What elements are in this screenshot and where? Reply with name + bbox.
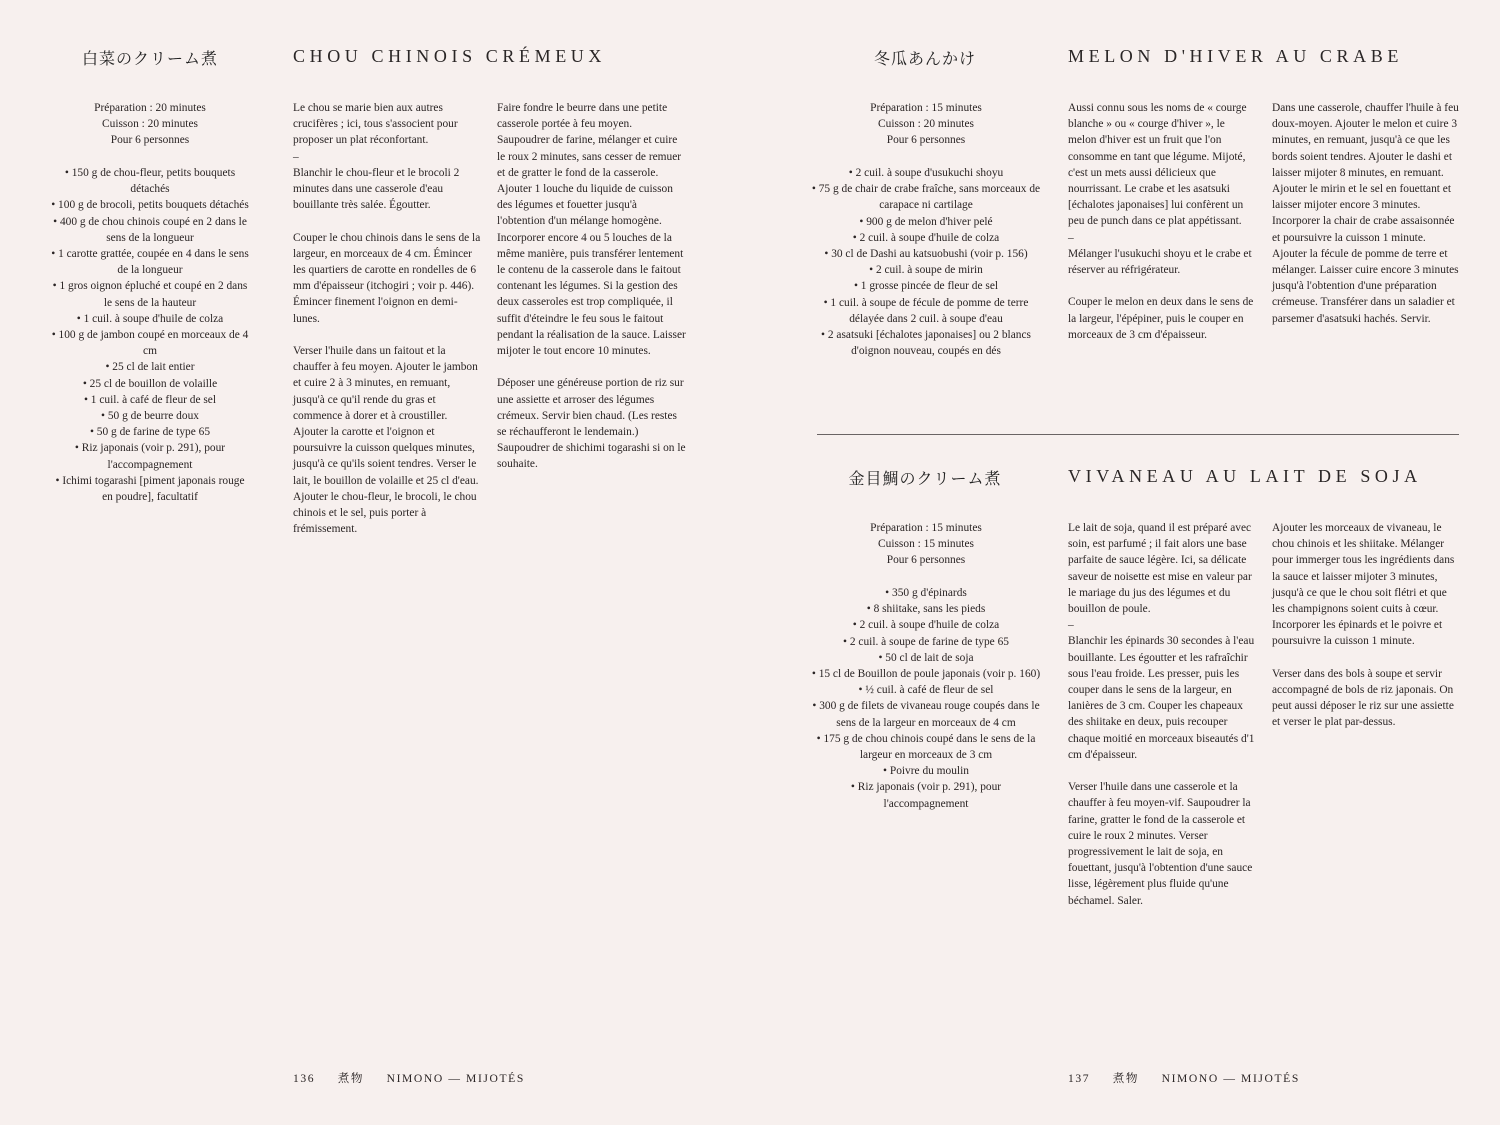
ingredient-item: • 150 g de chou-fleur, petits bouquets détachés	[50, 165, 250, 197]
ingredient-item: • 75 g de chair de crabe fraîche, sans morceaux de carapace ni cartilage	[810, 181, 1042, 213]
recipe-fr-title-chou: CHOU CHINOIS CRÉMEUX	[293, 46, 607, 66]
paragraph-gap	[293, 327, 483, 343]
method-paragraph: Déposer une généreuse portion de riz sur une assiette et arroser des légumes crémeux. Servir bien chaud. (Les restes se réchaufferont le lendemain.) Saupoudrer de shichimi togarashi si on le souhaite.	[497, 377, 686, 471]
ingredient-item: • 50 cl de lait de soja	[810, 650, 1042, 666]
recipe-meta: Préparation : 15 minutes Cuisson : 15 minutes Pour 6 personnes	[870, 522, 982, 567]
recipe-meta: Préparation : 20 minutes Cuisson : 20 minutes Pour 6 personnes	[94, 102, 206, 147]
ingredient-list	[810, 165, 1042, 359]
page-number: 136	[293, 1072, 316, 1085]
page-number: 137	[1068, 1072, 1091, 1085]
ingredient-item: • 1 cuil. à soupe d'huile de colza	[50, 311, 250, 327]
ingredient-list	[810, 585, 1042, 812]
ingredient-item: • 1 grosse pincée de fleur de sel	[810, 278, 1042, 294]
ingredient-item: • Poivre du moulin	[810, 763, 1042, 779]
method-column	[1068, 520, 1256, 909]
paragraph-gap	[293, 213, 483, 229]
ingredient-item: • 2 cuil. à soupe de mirin	[810, 262, 1042, 278]
ingredient-item: • 1 cuil. à soupe de fécule de pomme de terre délayée dans 2 cuil. à soupe d'eau	[810, 295, 1042, 327]
folio-section: NIMONO — MIJOTÉS	[386, 1072, 525, 1085]
method-paragraph: Faire fondre le beurre dans une petite casserole portée à feu moyen. Saupoudrer de farine, mélanger et cuire le roux 2 minutes, sans cesser de remuer et de gratter le fond de la casserole. Ajouter 1 louche du liquide de cuisson des légumes et fouetter jusqu'à l'obtention d'un mélange homogène. Incorporer encore 4 ou 5 louches de la même manière, puis transférer lentement le contenu de la casserole dans le faitout contenant les légumes. Si la gestion des deux casseroles est trop compliquée, il suffit d'éteindre le feu sous le faitout pendant la réalisation de la sauce. Laisser mijoter le tout encore 10 minutes.	[497, 102, 686, 358]
page-folio	[293, 1070, 543, 1086]
method-paragraph: Verser l'huile dans un faitout et la chauffer à feu moyen. Ajouter le jambon et cuire 2 à 3 minutes, en remuant, jusqu'à ce qu'il rende du gras et commence à dorer et à croustiller. Ajouter la carotte et l'oignon et poursuivre la cuisson quelques minutes, jusqu'à ce qu'ils soient tendres. Verser le lait, le bouillon de volaille et 25 cl d'eau. Ajouter le chou-fleur, le brocoli, le chou chinois et le sel, puis porter à frémissement.	[293, 345, 479, 536]
ingredient-item: • 30 cl de Dashi au katsuobushi (voir p. 156)	[810, 246, 1042, 262]
method-paragraph: Le lait de soja, quand il est préparé avec soin, est parfumé ; il fait alors une base parfaite de sauce légère. Ici, sa délicate saveur de noisette est mise en valeur par le mariage du jus des légumes et du bouillon de poule.	[1068, 522, 1252, 616]
method-paragraph: Blanchir les épinards 30 secondes à l'eau bouillante. Les égoutter et les rafraîchir sous l'eau froide. Les presser, puis les couper dans le sens de la largeur, en lanières de 3 cm. Couper les chapeaux des shiitake en deux, puis recouper chaque moitié en morceaux biseautés d'1 cm d'épaisseur.	[1068, 635, 1255, 761]
recipe-divider	[817, 434, 1459, 435]
method-paragraph: Verser l'huile dans une casserole et la chauffer à feu moyen-vif. Saupoudrer la farine, gratter le fond de la casserole et cuire le roux 2 minutes. Verser progressivement le lait de soja, en fouettant, jusqu'à l'obtention d'une sauce lisse, légèrement plus fluide qu'une béchamel. Saler.	[1068, 781, 1253, 907]
folio-kanji: 煮物	[1112, 1072, 1140, 1085]
folio-kanji: 煮物	[337, 1072, 365, 1085]
ingredient-item: • Riz japonais (voir p. 291), pour l'accompagnement	[810, 779, 1042, 811]
ingredient-item: • 350 g d'épinards	[810, 585, 1042, 601]
ingredient-item: • 100 g de jambon coupé en morceaux de 4 cm	[50, 327, 250, 359]
method-column	[293, 100, 483, 537]
ingredient-item: • 1 gros oignon épluché et coupé en 2 dans le sens de la hauteur	[50, 278, 250, 310]
ingredient-item: • 300 g de filets de vivaneau rouge coupés dans le sens de la largeur en morceaux de 4 cm	[810, 698, 1042, 730]
ingredient-list	[50, 165, 250, 505]
method-column	[497, 100, 687, 473]
method-paragraph: Blanchir le chou-fleur et le brocoli 2 minutes dans une casserole d'eau bouillante très salée. Égoutter.	[293, 166, 460, 212]
separator-dash: –	[293, 150, 299, 163]
method-paragraph: Le chou se marie bien aux autres crucifères ; ici, tous s'associent pour proposer un plat réconfortant.	[293, 102, 458, 147]
ingredient-item: • 25 cl de lait entier	[50, 359, 250, 375]
paragraph-gap	[1068, 278, 1256, 294]
recipe-fr-title-melon: MELON D'HIVER AU CRABE	[1068, 46, 1403, 66]
paragraph-gap	[1068, 763, 1256, 779]
ingredient-item: • 50 g de farine de type 65	[50, 424, 250, 440]
ingredient-item: • 25 cl de bouillon de volaille	[50, 376, 250, 392]
paragraph-gap	[497, 359, 687, 375]
method-paragraph: Verser dans des bols à soupe et servir accompagné de bols de riz japonais. On peut aussi déposer le riz sur une assiette et verser le plat par-dessus.	[1272, 667, 1454, 729]
ingredient-item: • 400 g de chou chinois coupé en 2 dans le sens de la longueur	[50, 214, 250, 246]
separator-dash: –	[1068, 231, 1074, 244]
method-paragraph: Ajouter les morceaux de vivaneau, le chou chinois et les shiitake. Mélanger pour immerger tous les ingrédients dans la sauce et laisser mijoter 3 minutes, jusqu'à ce que le chou soit flétri et que les champignons soient cuits à cœur. Incorporer les épinards et le poivre et poursuivre la cuisson 1 minute.	[1272, 522, 1455, 648]
paragraph-gap	[1272, 650, 1462, 666]
recipe-jp-title-vivaneau: 金目鯛のクリーム煮	[848, 469, 1002, 488]
ingredient-item: • 1 cuil. à café de fleur de sel	[50, 392, 250, 408]
ingredient-item: • 900 g de melon d'hiver pelé	[810, 214, 1042, 230]
method-paragraph: Couper le chou chinois dans le sens de la largeur, en morceaux de 4 cm. Émincer les quartiers de carotte en rondelles de 6 mm d'épaisseur (itchogiri ; voir p. 446). Émincer finement l'oignon en demi-lunes.	[293, 231, 481, 325]
method-paragraph: Aussi connu sous les noms de « courge blanche » ou « courge d'hiver », le melon d'hiver est un fruit que l'on consomme en tant que légume. Mijoté, c'est un mets aussi délicieux que nourrissant. Le crabe et les asatsuki [échalotes japonaises] lui confèrent un peu de punch dans ce plat appétissant.	[1068, 102, 1247, 228]
ingredient-item: • 15 cl de Bouillon de poule japonais (voir p. 160)	[810, 666, 1042, 682]
ingredient-item: • 2 cuil. à soupe d'huile de colza	[810, 230, 1042, 246]
ingredient-item: • 2 cuil. à soupe d'usukuchi shoyu	[810, 165, 1042, 181]
method-column	[1068, 100, 1256, 343]
ingredient-item: • 2 asatsuki [échalotes japonaises] ou 2 blancs d'oignon nouveau, coupés en dés	[810, 327, 1042, 359]
ingredient-item: • 1 carotte grattée, coupée en 4 dans le sens de la longueur	[50, 246, 250, 278]
ingredient-item: • 175 g de chou chinois coupé dans le sens de la largeur en morceaux de 3 cm	[810, 731, 1042, 763]
ingredient-item: • 2 cuil. à soupe de farine de type 65	[810, 634, 1042, 650]
ingredient-item: • Riz japonais (voir p. 291), pour l'accompagnement	[50, 440, 250, 472]
page-folio	[1068, 1070, 1318, 1086]
ingredient-item: • ½ cuil. à café de fleur de sel	[810, 682, 1042, 698]
ingredient-item: • 50 g de beurre doux	[50, 408, 250, 424]
method-paragraph: Dans une casserole, chauffer l'huile à feu doux-moyen. Ajouter le melon et cuire 3 minutes, en remuant, jusqu'à ce que les bords soient tendres. Ajouter le dashi et laisser mijoter 8 minutes, en remuant. Ajouter le mirin et le sel en fouettant et laisser mijoter encore 3 minutes. Incorporer la chair de crabe assaisonnée et poursuivre la cuisson 1 minute. Ajouter la fécule de pomme de terre et mélanger. Laisser cuire encore 3 minutes jusqu'à l'obtention d'une préparation crémeuse. Transférer dans un saladier et parsemer d'asatsuki hachés. Servir.	[1272, 102, 1459, 325]
ingredient-item: • 100 g de brocoli, petits bouquets détachés	[50, 197, 250, 213]
recipe-meta: Préparation : 15 minutes Cuisson : 20 minutes Pour 6 personnes	[870, 102, 982, 147]
method-paragraph: Mélanger l'usukuchi shoyu et le crabe et réserver au réfrigérateur.	[1068, 247, 1252, 277]
recipe-jp-title-chou: 白菜のクリーム煮	[81, 49, 218, 68]
method-column	[1272, 100, 1462, 327]
ingredient-item: • 8 shiitake, sans les pieds	[810, 601, 1042, 617]
recipe-fr-title-vivaneau: VIVANEAU AU LAIT DE SOJA	[1068, 466, 1422, 486]
separator-dash: –	[1068, 619, 1074, 632]
method-column	[1272, 520, 1462, 731]
ingredient-item: • Ichimi togarashi [piment japonais rouge en poudre], facultatif	[50, 473, 250, 505]
recipe-jp-title-melon: 冬瓜あんかけ	[873, 49, 976, 68]
folio-section: NIMONO — MIJOTÉS	[1161, 1072, 1300, 1085]
method-paragraph: Couper le melon en deux dans le sens de la largeur, l'épépiner, puis le couper en morceaux de 3 cm d'épaisseur.	[1068, 296, 1254, 341]
ingredient-item: • 2 cuil. à soupe d'huile de colza	[810, 617, 1042, 633]
